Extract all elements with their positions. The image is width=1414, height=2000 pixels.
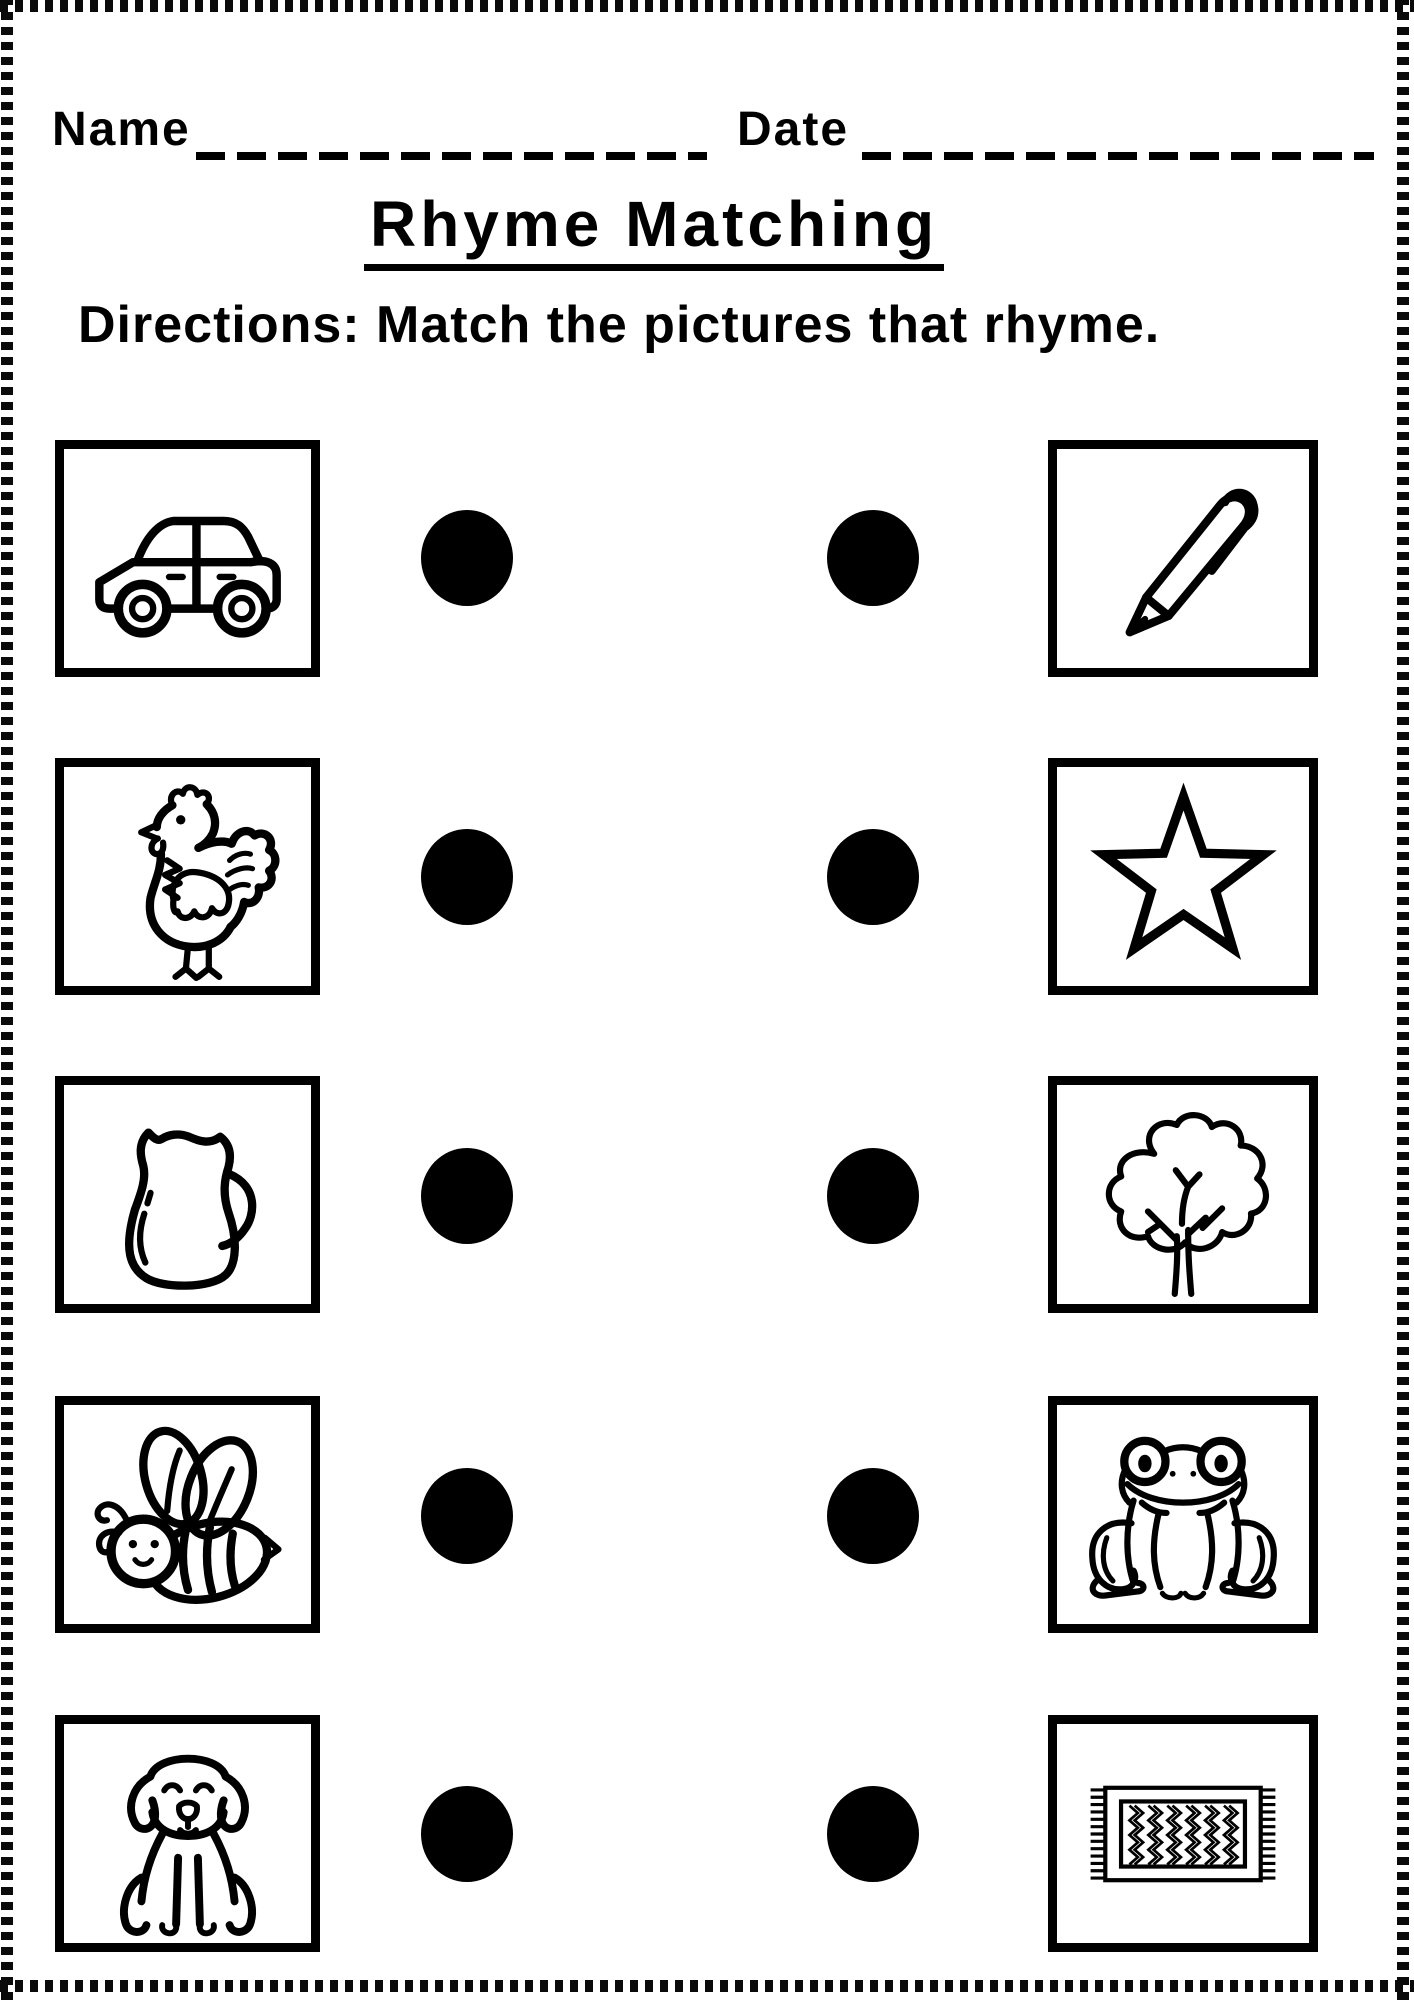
name-write-line[interactable] <box>196 152 707 160</box>
match-dot-right-2[interactable] <box>827 829 919 925</box>
picture-box-tree[interactable] <box>1048 1076 1318 1313</box>
match-dot-right-3[interactable] <box>827 1148 919 1244</box>
picture-box-hen[interactable] <box>55 758 320 995</box>
match-dot-left-3[interactable] <box>421 1148 513 1244</box>
date-label: Date <box>737 103 850 156</box>
page-border-bottom <box>0 1980 1414 1992</box>
date-write-line[interactable] <box>862 152 1374 160</box>
page-title-wrap <box>0 188 1361 271</box>
directions-text: Directions: Match the pictures that rhyme. <box>78 296 1161 354</box>
picture-box-pencil[interactable] <box>1048 440 1318 677</box>
dog-icon <box>84 1729 292 1939</box>
hen-icon <box>82 773 294 981</box>
star-icon <box>1076 774 1291 979</box>
name-label: Name <box>52 103 191 156</box>
bee-icon <box>81 1411 295 1619</box>
page-border-left <box>1 0 13 2000</box>
page-border-top <box>0 0 1414 12</box>
page-title: Rhyme Matching <box>364 192 944 271</box>
match-dot-right-5[interactable] <box>827 1786 919 1882</box>
pencil-icon <box>1078 456 1288 661</box>
match-dot-left-5[interactable] <box>421 1786 513 1882</box>
match-dot-left-2[interactable] <box>421 829 513 925</box>
rug-icon <box>1067 1729 1299 1939</box>
picture-box-jug[interactable] <box>55 1076 320 1313</box>
page-border-right <box>1397 0 1409 2000</box>
match-dot-right-1[interactable] <box>827 510 919 606</box>
match-dot-left-4[interactable] <box>421 1468 513 1564</box>
frog-icon <box>1076 1412 1290 1618</box>
picture-box-car[interactable] <box>55 440 320 677</box>
picture-box-frog[interactable] <box>1048 1396 1318 1633</box>
picture-box-bee[interactable] <box>55 1396 320 1633</box>
jug-icon <box>83 1091 293 1299</box>
picture-box-rug[interactable] <box>1048 1715 1318 1952</box>
match-dot-left-1[interactable] <box>421 510 513 606</box>
picture-box-star[interactable] <box>1048 758 1318 995</box>
match-dot-right-4[interactable] <box>827 1468 919 1564</box>
car-icon <box>79 464 297 654</box>
tree-icon <box>1077 1092 1289 1298</box>
picture-box-dog[interactable] <box>55 1715 320 1952</box>
